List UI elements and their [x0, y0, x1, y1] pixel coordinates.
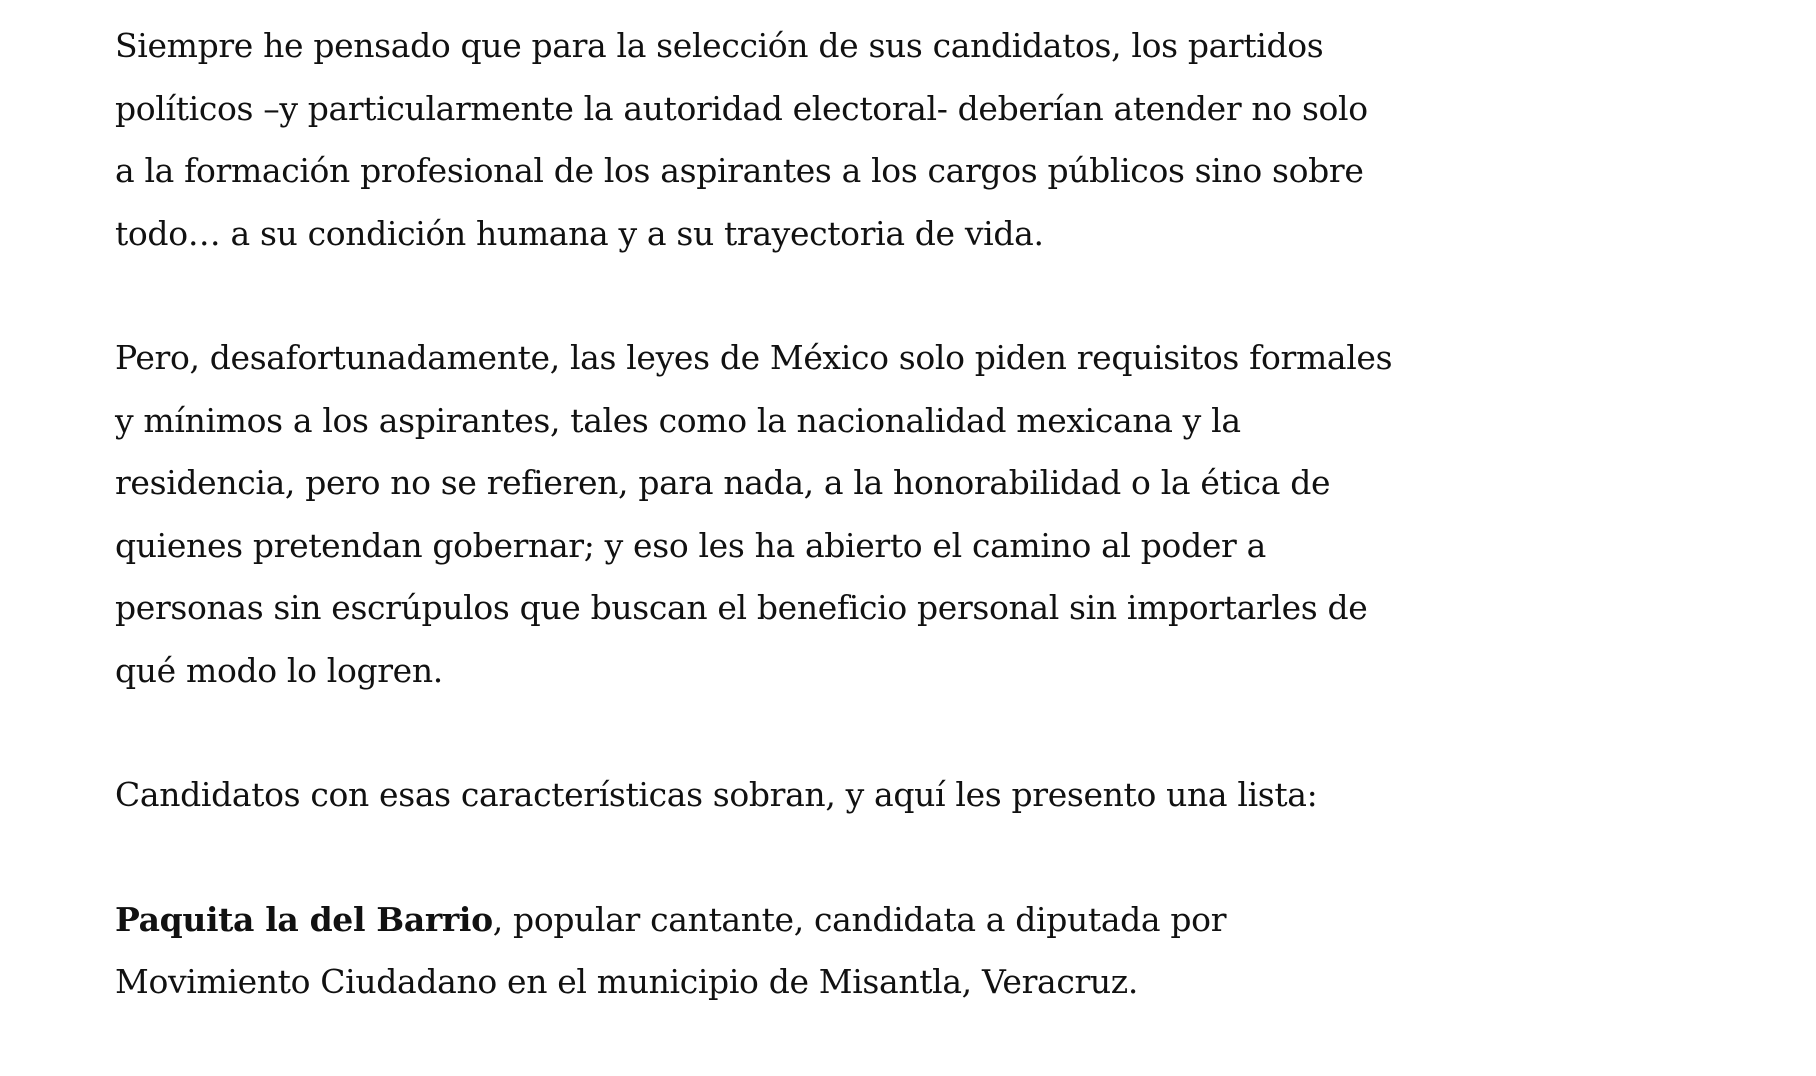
text-line: residencia, pero no se refieren, para nada, a la honorabilidad o la ética de	[115, 463, 1331, 502]
paragraph-candidate	[115, 889, 1405, 1014]
paragraph-list-intro	[115, 764, 1405, 827]
candidate-name: Paquita la del Barrio	[115, 899, 493, 939]
paragraph-laws	[115, 327, 1405, 702]
text-line: Movimiento Ciudadano en el municipio de Misantla, Veracruz.	[115, 962, 1138, 1001]
text-line: a la formación profesional de los aspirantes a los cargos públicos sino sobre	[115, 151, 1364, 190]
text-line: todo… a su condición humana y a su trayectoria de vida.	[115, 213, 1044, 253]
paragraph-intro	[115, 15, 1405, 265]
text-line: políticos –y particularmente la autoridad electoral- deberían atender no solo	[115, 88, 1368, 128]
text-line: Siempre he pensado que para la selección de sus candidatos, los partidos	[115, 26, 1324, 65]
article-body	[115, 15, 1405, 1076]
text-line: y mínimos a los aspirantes, tales como la nacionalidad mexicana y la	[115, 400, 1241, 440]
text-line: qué modo lo logren.	[115, 650, 443, 690]
text-line: Pero, desafortunadamente, las leyes de México solo piden requisitos formales	[115, 338, 1393, 377]
candidate-description: , popular cantante, candidata a diputada por	[492, 899, 1227, 939]
text-line: quienes pretendan gobernar; y eso les ha abierto el camino al poder a	[115, 525, 1266, 565]
text-line: personas sin escrúpulos que buscan el beneficio personal sin importarles de	[115, 588, 1368, 627]
text-line	[115, 889, 1405, 952]
text-line: Candidatos con esas características sobran, y aquí les presento una lista:	[115, 775, 1318, 814]
